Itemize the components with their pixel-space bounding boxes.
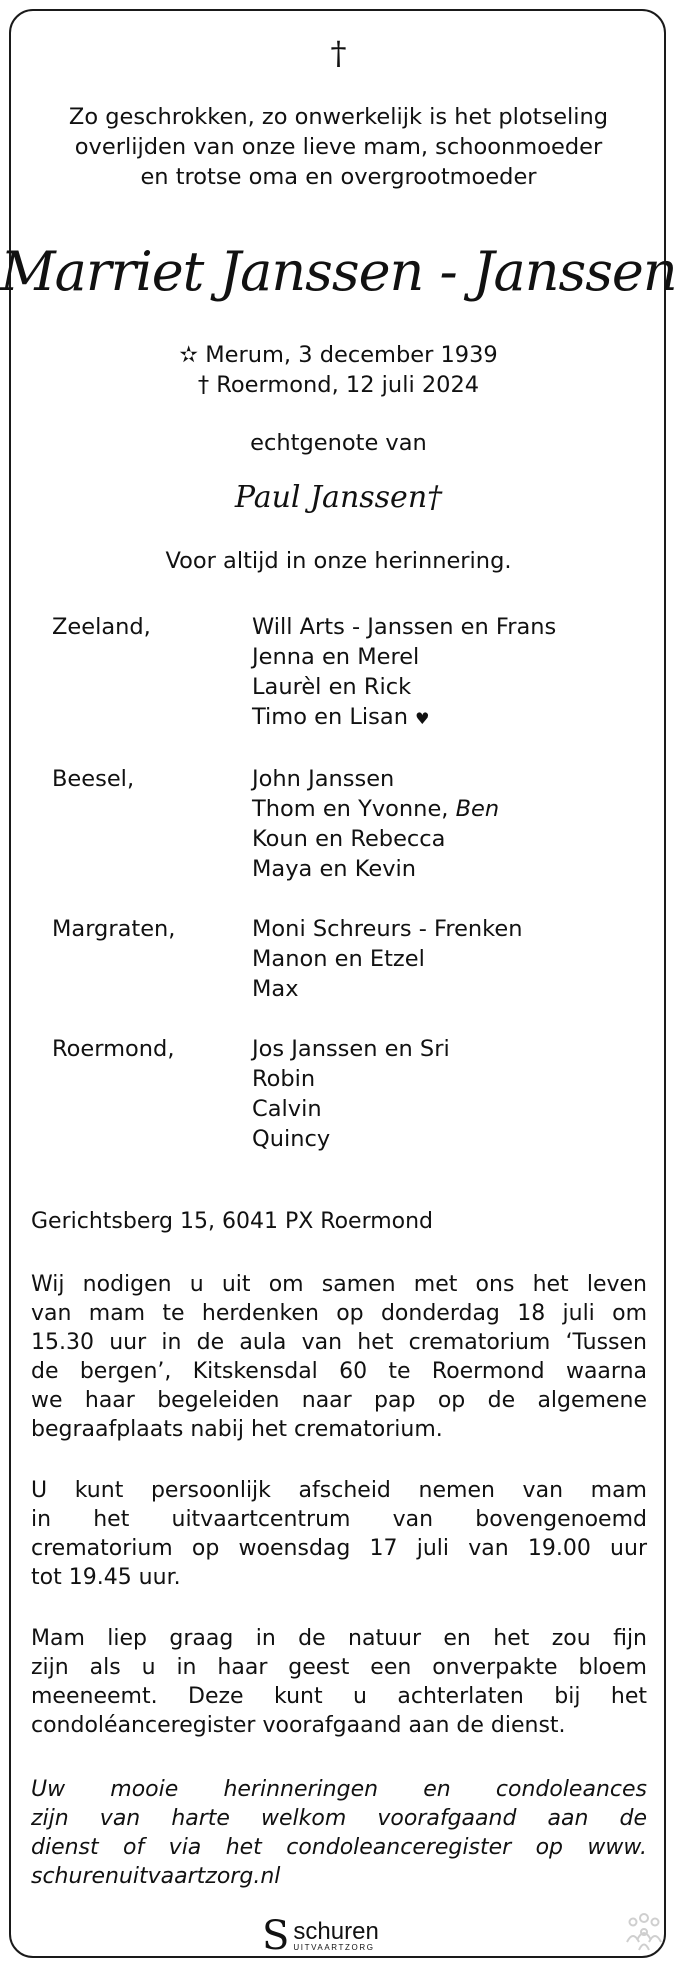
ceremony-paragraph <box>31 1270 647 1444</box>
family-member: John Janssen <box>252 766 395 792</box>
text-line: Wij nodigen u uit om samen met ons het leven <box>31 1272 647 1297</box>
family-group <box>52 612 652 734</box>
family-member: Thom en Yvonne, <box>252 796 456 822</box>
text-line: dienst of via het condoleanceregister op www. <box>31 1835 647 1860</box>
text-line: schurenuitvaartzorg.nl <box>31 1864 281 1889</box>
logo-name: schuren <box>293 1918 379 1945</box>
people-group-icon <box>622 1910 666 1954</box>
family-member: Jos Janssen en Sri <box>252 1036 450 1062</box>
memory-line: Voor altijd in onze herinnering. <box>165 548 512 574</box>
family-member: Maya en Kevin <box>252 856 417 882</box>
text-line: we haar begeleiden naar pap op de algemene <box>31 1388 647 1413</box>
family-group <box>52 1034 652 1154</box>
text-line: van mam te herdenken op donderdag 18 juli om <box>31 1301 647 1326</box>
family-names <box>252 764 499 884</box>
condolence-paragraph <box>31 1775 647 1891</box>
text-line: crematorium op woensdag 17 juli van 19.00 uur <box>31 1536 647 1561</box>
schuren-logo <box>262 1913 379 1959</box>
text-line: zijn van harte welkom voorafgaand aan de <box>31 1806 647 1831</box>
family-member: Calvin <box>252 1096 322 1122</box>
family-member: Jenna en Merel <box>252 644 420 670</box>
cross-icon: † <box>330 34 347 72</box>
text-line: de bergen’, Kitskensdal 60 te Roermond waarna <box>31 1359 647 1384</box>
spouse-name: Paul Janssen† <box>234 480 443 515</box>
logo-text <box>293 1920 378 1952</box>
intro-line: en trotse oma en overgrootmoeder <box>140 164 537 190</box>
text-line: Uw mooie herinneringen en condoleances <box>31 1777 647 1802</box>
address: Gerichtsberg 15, 6041 PX Roermond <box>31 1209 434 1234</box>
spouse-label: echtgenote van <box>250 430 427 456</box>
family-list <box>52 612 652 1184</box>
intro-line: overlijden van onze lieve mam, schoonmoeder <box>74 134 603 160</box>
deceased-name: Marriet Janssen - Janssen <box>0 240 677 303</box>
family-member: Quincy <box>252 1126 331 1152</box>
family-place: Zeeland, <box>52 614 151 640</box>
family-member: Manon en Etzel <box>252 946 425 972</box>
family-names <box>252 1034 450 1154</box>
logo-subtitle: UITVAARTZORG <box>293 1943 375 1952</box>
family-member: Timo en Lisan <box>252 704 408 730</box>
text-line: zijn als u in haar geest een onverpakte bloem <box>31 1655 647 1680</box>
family-member: Max <box>252 976 299 1002</box>
family-place: Roermond, <box>52 1036 175 1062</box>
intro-line: Zo geschrokken, zo onwerkelijk is het plotseling <box>68 104 609 130</box>
family-names <box>252 914 523 1004</box>
family-names <box>252 612 556 734</box>
death-line: † Roermond, 12 juli 2024 <box>197 372 480 398</box>
text-line: Mam liep graag in de natuur en het zou fijn <box>31 1626 647 1651</box>
family-member: Robin <box>252 1066 316 1092</box>
family-member-row <box>252 702 556 734</box>
family-member: Koun en Rebecca <box>252 826 446 852</box>
text-line: U kunt persoonlijk afscheid nemen van mam <box>31 1478 647 1503</box>
family-place: Beesel, <box>52 766 135 792</box>
flower-paragraph <box>31 1624 647 1740</box>
great-grandchild: Ben <box>455 796 500 822</box>
text-line: condoléanceregister voorafgaand aan de dienst. <box>31 1713 566 1738</box>
family-group <box>52 764 652 884</box>
family-group <box>52 914 652 1004</box>
family-member: Moni Schreurs - Frenken <box>252 916 523 942</box>
heart-icon: ♥ <box>415 709 430 728</box>
intro-text <box>0 102 677 192</box>
text-line: meeneemt. Deze kunt u achterlaten bij het <box>31 1684 647 1709</box>
text-line: 15.30 uur in de aula van het crematorium ‘Tussen <box>31 1330 647 1355</box>
text-line: in het uitvaartcentrum van bovengenoemd <box>31 1507 647 1532</box>
family-member: Will Arts - Janssen en Frans <box>252 614 557 640</box>
family-member: Laurèl en Rick <box>252 674 412 700</box>
text-line: begraafplaats nabij het crematorium. <box>31 1417 443 1442</box>
family-member-row <box>252 794 499 824</box>
birth-line: ✫ Merum, 3 december 1939 <box>179 342 498 368</box>
life-dates <box>0 340 677 400</box>
text-line: tot 19.45 uur. <box>31 1565 181 1590</box>
family-place: Margraten, <box>52 916 176 942</box>
farewell-paragraph <box>31 1476 647 1592</box>
logo-mark-icon: S <box>262 1913 290 1959</box>
